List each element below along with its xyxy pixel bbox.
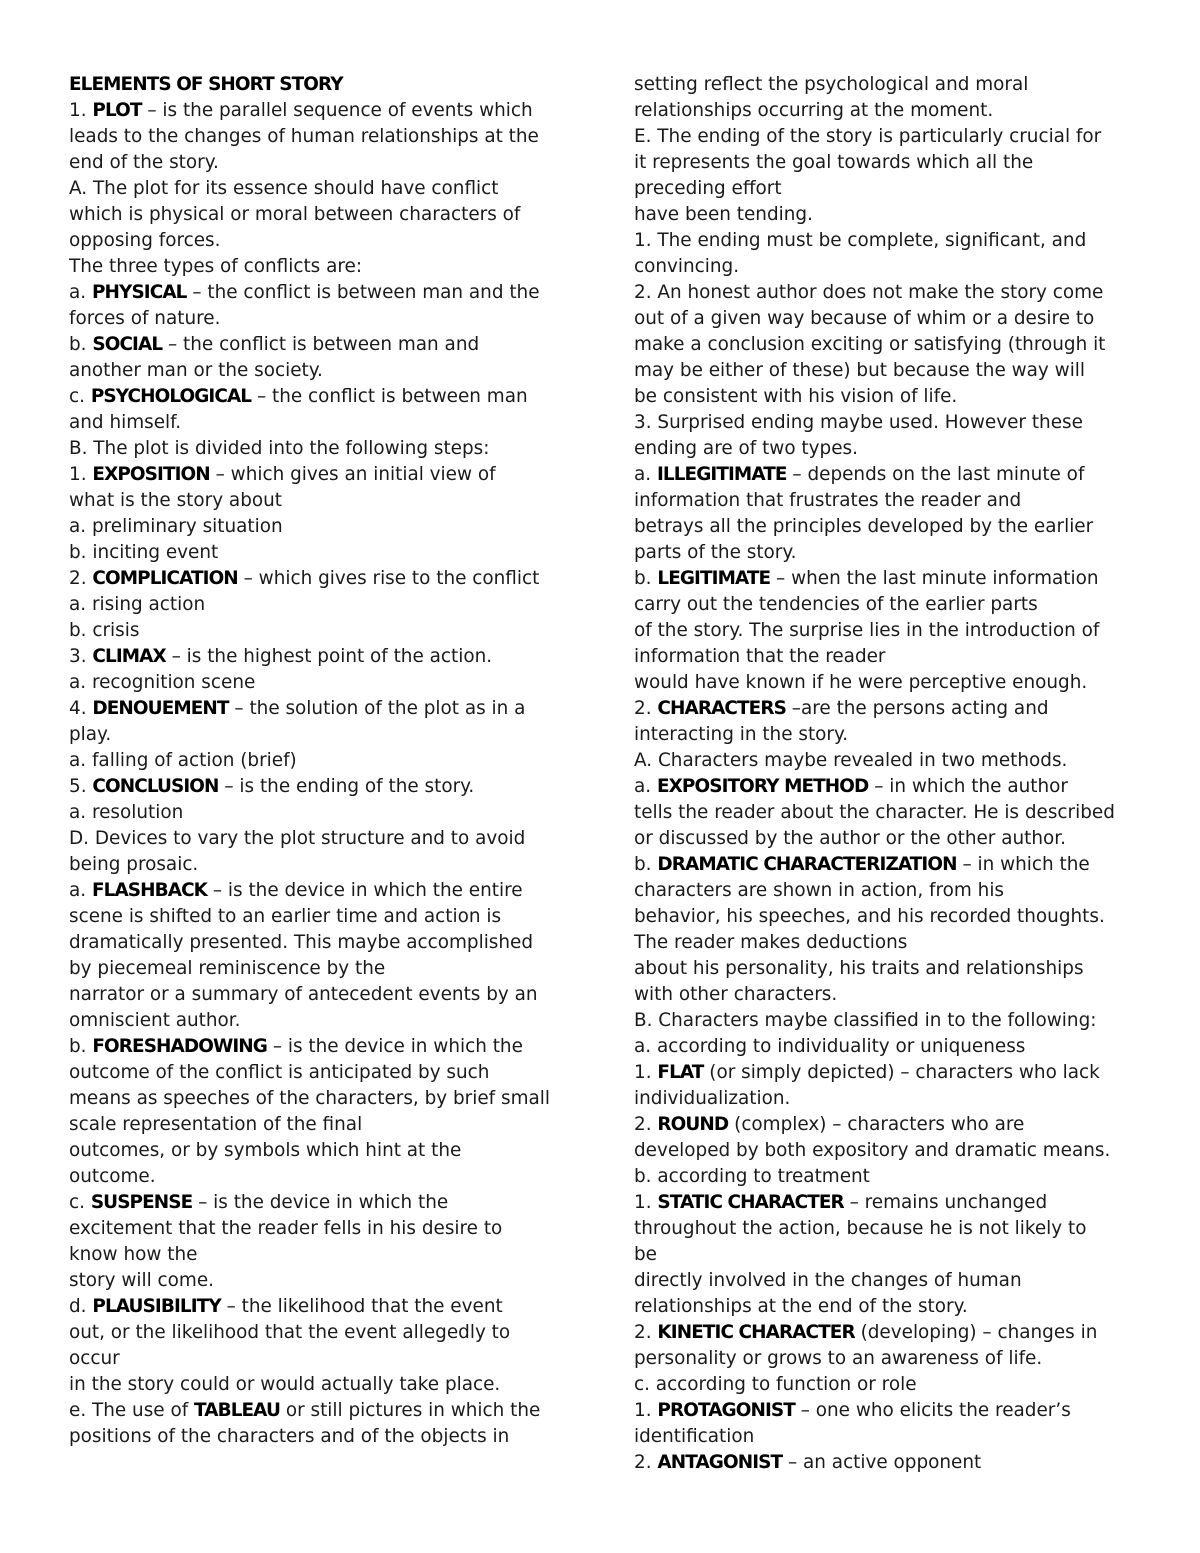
text-line (634, 98, 1134, 124)
line-text-after: – the likelihood that the event (220, 1296, 503, 1317)
line-text: parts of the story. (634, 542, 797, 563)
text-line (69, 1242, 569, 1268)
line-text: developed by both expository and dramatic means. (634, 1140, 1111, 1161)
text-line (634, 332, 1134, 358)
line-text: be consistent with his vision of life. (634, 386, 958, 407)
line-text: a. rising action (69, 594, 206, 615)
text-line (69, 332, 569, 358)
line-text: it represents the goal towards which all the (634, 152, 1034, 173)
term-bold: PHYSICAL (91, 282, 187, 303)
line-text: play. (69, 724, 112, 745)
line-text: a. according to individuality or uniqueness (634, 1036, 1026, 1057)
line-text-after: – is the parallel sequence of events which (141, 100, 533, 121)
text-line (69, 852, 569, 878)
text-line (634, 1398, 1134, 1424)
term-bold: COMPLICATION (92, 568, 238, 589)
text-line (634, 566, 1134, 592)
line-text: c. according to function or role (634, 1374, 917, 1395)
text-line (69, 1112, 569, 1138)
line-text-after: (complex) – characters who are (728, 1114, 1025, 1135)
line-text: individualization. (634, 1088, 791, 1109)
text-line (69, 1034, 569, 1060)
text-line (634, 592, 1134, 618)
line-text: know how the (69, 1244, 198, 1265)
line-text-after: (or simply depicted) – characters who lack (703, 1062, 1100, 1083)
text-line (69, 1268, 569, 1294)
term-bold: LEGITIMATE (657, 568, 771, 589)
text-line (69, 982, 569, 1008)
text-line (634, 358, 1134, 384)
text-line (634, 1450, 1134, 1476)
line-text: 1. The ending must be complete, significant, and (634, 230, 1087, 251)
text-line (634, 124, 1134, 150)
line-text-after: – the conflict is between man (251, 386, 528, 407)
text-line (634, 306, 1134, 332)
text-line (69, 254, 569, 280)
line-text-after: – is the highest point of the action. (165, 646, 493, 667)
line-text: 2. (634, 698, 658, 719)
line-text: convincing. (634, 256, 740, 277)
term-bold: ANTAGONIST (657, 1452, 783, 1473)
line-text: 1. (634, 1062, 658, 1083)
line-text: c. (69, 386, 91, 407)
line-text: positions of the characters and of the objects in (69, 1426, 510, 1447)
line-text: carry out the tendencies of the earlier parts (634, 594, 1038, 615)
line-text: B. Characters maybe classified in to the following: (634, 1010, 1097, 1031)
text-line (634, 1216, 1134, 1242)
line-text: E. The ending of the story is particularly crucial for (634, 126, 1102, 147)
text-line (69, 384, 569, 410)
text-line (634, 748, 1134, 774)
text-line (69, 1138, 569, 1164)
left-column (69, 72, 569, 1450)
line-text-after: – in which the author (868, 776, 1068, 797)
text-line (69, 202, 569, 228)
line-text: a. (634, 464, 657, 485)
text-line (69, 1164, 569, 1190)
text-line (634, 644, 1134, 670)
line-text: 2. An honest author does not make the story come (634, 282, 1104, 303)
text-line (69, 306, 569, 332)
line-text: d. (69, 1296, 93, 1317)
term-bold: TABLEAU (194, 1400, 280, 1421)
line-text: 5. (69, 776, 93, 797)
text-line (634, 1138, 1134, 1164)
text-line (69, 1320, 569, 1346)
line-text: outcome. (69, 1166, 156, 1187)
line-text: b. (69, 1036, 93, 1057)
line-text-after: – the conflict is between man and (162, 334, 480, 355)
text-line (634, 696, 1134, 722)
text-line (69, 436, 569, 462)
text-line (69, 1346, 569, 1372)
line-text-after: – when the last minute information (770, 568, 1099, 589)
line-text: b. (634, 568, 658, 589)
text-line (69, 592, 569, 618)
text-line (69, 280, 569, 306)
line-text: a. resolution (69, 802, 184, 823)
line-text: b. (69, 334, 93, 355)
line-text: make a conclusion exciting or satisfying (through it (634, 334, 1106, 355)
text-line (634, 202, 1134, 228)
text-line (69, 1372, 569, 1398)
line-text: scale representation of the final (69, 1114, 363, 1135)
line-text: opposing forces. (69, 230, 221, 251)
line-text: which is physical or moral between characters of (69, 204, 521, 225)
text-line (634, 176, 1134, 202)
term-bold: KINETIC CHARACTER (657, 1322, 855, 1343)
text-line (634, 826, 1134, 852)
line-text: interacting in the story. (634, 724, 849, 745)
term-bold: EXPOSITORY METHOD (656, 776, 869, 797)
text-line (634, 956, 1134, 982)
line-text: A. The plot for its essence should have conflict (69, 178, 499, 199)
term-bold: ROUND (657, 1114, 729, 1135)
text-line (69, 1424, 569, 1450)
line-text: ending are of two types. (634, 438, 858, 459)
text-line (69, 1008, 569, 1034)
text-line (634, 462, 1134, 488)
text-line (69, 826, 569, 852)
term-bold: FLAT (657, 1062, 704, 1083)
line-text: a. (634, 776, 657, 797)
line-text: b. crisis (69, 620, 140, 641)
text-line (634, 1424, 1134, 1450)
text-line (69, 462, 569, 488)
line-text: 4. (69, 698, 93, 719)
line-text: characters are shown in action, from his (634, 880, 1005, 901)
line-text: c. (69, 1192, 91, 1213)
text-line (634, 1320, 1134, 1346)
line-text-after: – in which the (956, 854, 1090, 875)
term-bold: ILLEGITIMATE (656, 464, 787, 485)
term-bold: PLAUSIBILITY (92, 1296, 221, 1317)
text-line (634, 514, 1134, 540)
text-line (69, 930, 569, 956)
line-text: in the story could or would actually take place. (69, 1374, 501, 1395)
term-bold: SUSPENSE (90, 1192, 193, 1213)
line-text: 1. (634, 1192, 658, 1213)
line-text-after: – which gives rise to the conflict (237, 568, 540, 589)
line-text-after: or still pictures in which the (279, 1400, 541, 1421)
text-line (634, 1034, 1134, 1060)
text-line (69, 98, 569, 124)
term-bold: FORESHADOWING (92, 1036, 267, 1057)
line-text: may be either of these) but because the way will (634, 360, 1086, 381)
line-text: excitement that the reader fells in his desire to (69, 1218, 503, 1239)
line-text: betrays all the principles developed by the earlier (634, 516, 1094, 537)
line-text-after: – which gives an initial view of (209, 464, 496, 485)
line-text-after: – is the ending of the story. (218, 776, 475, 797)
text-line (69, 176, 569, 202)
line-text: story will come. (69, 1270, 214, 1291)
line-text: be (634, 1244, 657, 1265)
line-text-after: – the solution of the plot as in a (228, 698, 526, 719)
line-text: b. (634, 854, 658, 875)
line-text: a. preliminary situation (69, 516, 283, 537)
line-text: out of a given way because of whim or a desire to (634, 308, 1095, 329)
text-line (69, 722, 569, 748)
text-line (634, 878, 1134, 904)
text-line (69, 774, 569, 800)
text-line (634, 722, 1134, 748)
term-bold: PSYCHOLOGICAL (90, 386, 252, 407)
text-line (634, 1268, 1134, 1294)
text-line (69, 1086, 569, 1112)
text-line (634, 618, 1134, 644)
line-text: by piecemeal reminiscence by the (69, 958, 386, 979)
line-text-after: – an active opponent (782, 1452, 982, 1473)
text-line (69, 540, 569, 566)
text-line (69, 1190, 569, 1216)
line-text-after: – one who elicits the reader’s (794, 1400, 1071, 1421)
line-text-after: – is the device in which the (192, 1192, 449, 1213)
term-bold: PROTAGONIST (657, 1400, 795, 1421)
line-text: a. (69, 282, 92, 303)
line-text: The three types of conflicts are: (69, 256, 363, 277)
text-line (69, 514, 569, 540)
text-line (634, 254, 1134, 280)
line-text: 1. (69, 464, 93, 485)
text-line (69, 1398, 569, 1424)
line-text: occur (69, 1348, 120, 1369)
text-line (634, 384, 1134, 410)
line-text: 2. (634, 1322, 658, 1343)
line-text: about his personality, his traits and relationships (634, 958, 1084, 979)
term-bold: EXPOSITION (92, 464, 210, 485)
line-text: information that the reader (634, 646, 886, 667)
line-text: would have known if he were perceptive enough. (634, 672, 1088, 693)
line-text: e. The use of (69, 1400, 195, 1421)
line-text: 2. (69, 568, 93, 589)
line-text: tells the reader about the character. He is described (634, 802, 1115, 823)
term-bold: FLASHBACK (91, 880, 208, 901)
text-line (634, 1112, 1134, 1138)
line-text: and himself. (69, 412, 182, 433)
line-text: 1. (69, 100, 93, 121)
line-text: out, or the likelihood that the event allegedly to (69, 1322, 511, 1343)
text-line (634, 1372, 1134, 1398)
text-line (634, 150, 1134, 176)
line-text: preceding effort (634, 178, 782, 199)
text-line (634, 436, 1134, 462)
line-text: throughout the action, because he is not likely to (634, 1218, 1087, 1239)
line-text: dramatically presented. This maybe accomplished (69, 932, 534, 953)
text-line (634, 1060, 1134, 1086)
line-text: b. inciting event (69, 542, 219, 563)
line-text-after: (developing) – changes in (854, 1322, 1098, 1343)
line-text-after: – remains unchanged (843, 1192, 1048, 1213)
text-line (634, 904, 1134, 930)
line-text-after: – is the device in which the entire (207, 880, 523, 901)
line-text: 2. (634, 1114, 658, 1135)
line-text: directly involved in the changes of human (634, 1270, 1022, 1291)
line-text: being prosaic. (69, 854, 199, 875)
line-text: end of the story. (69, 152, 219, 173)
text-line (69, 410, 569, 436)
line-text-after: – is the device in which the (266, 1036, 523, 1057)
text-line (634, 72, 1134, 98)
line-text: 1. (634, 1400, 658, 1421)
line-text: D. Devices to vary the plot structure and to avoid (69, 828, 526, 849)
line-text: of the story. The surprise lies in the introduction of (634, 620, 1100, 641)
line-text: information that frustrates the reader and (634, 490, 1022, 511)
line-text: a. (69, 880, 92, 901)
text-line (634, 1346, 1134, 1372)
line-text: setting reflect the psychological and moral (634, 74, 1029, 95)
text-line (634, 1086, 1134, 1112)
text-line (69, 228, 569, 254)
line-text: means as speeches of the characters, by brief small (69, 1088, 550, 1109)
line-text: forces of nature. (69, 308, 221, 329)
line-text-after: – depends on the last minute of (786, 464, 1085, 485)
text-line (69, 670, 569, 696)
text-line (69, 358, 569, 384)
text-line (69, 488, 569, 514)
line-text: narrator or a summary of antecedent events by an (69, 984, 538, 1005)
line-text: scene is shifted to an earlier time and action is (69, 906, 502, 927)
text-line (634, 540, 1134, 566)
text-line (69, 956, 569, 982)
line-text: outcome of the conflict is anticipated by such (69, 1062, 490, 1083)
line-text-after: – the conflict is between man and the (186, 282, 540, 303)
text-line (634, 280, 1134, 306)
line-text: have been tending. (634, 204, 813, 225)
text-line (69, 618, 569, 644)
line-text: identification (634, 1426, 755, 1447)
text-line (634, 410, 1134, 436)
term-bold: CONCLUSION (92, 776, 219, 797)
term-bold: SOCIAL (92, 334, 163, 355)
line-text: The reader makes deductions (634, 932, 908, 953)
text-line (634, 774, 1134, 800)
term-bold: CLIMAX (92, 646, 166, 667)
text-line (634, 800, 1134, 826)
text-line (69, 878, 569, 904)
text-line (69, 566, 569, 592)
text-line (634, 1008, 1134, 1034)
line-text: leads to the changes of human relationships at the (69, 126, 539, 147)
line-text: behavior, his speeches, and his recorded thoughts. (634, 906, 1105, 927)
line-text: b. according to treatment (634, 1166, 870, 1187)
text-line (69, 1216, 569, 1242)
text-line (69, 644, 569, 670)
text-line (69, 696, 569, 722)
text-line (634, 1190, 1134, 1216)
line-text: outcomes, or by symbols which hint at the (69, 1140, 462, 1161)
term-bold: STATIC CHARACTER (657, 1192, 844, 1213)
line-text: a. recognition scene (69, 672, 256, 693)
right-column (634, 72, 1134, 1476)
line-text: A. Characters maybe revealed in two methods. (634, 750, 1068, 771)
text-line (69, 1294, 569, 1320)
text-line (634, 488, 1134, 514)
line-text: with other characters. (634, 984, 838, 1005)
line-text: personality or grows to an awareness of life. (634, 1348, 1043, 1369)
line-text: 3. Surprised ending maybe used. However these (634, 412, 1083, 433)
line-text: another man or the society. (69, 360, 323, 381)
line-text: a. falling of action (brief) (69, 750, 297, 771)
term-bold: CHARACTERS (657, 698, 786, 719)
text-line (69, 800, 569, 826)
line-text-after: –are the persons acting and (785, 698, 1049, 719)
text-line (69, 1060, 569, 1086)
line-text: 2. (634, 1452, 658, 1473)
text-line (634, 930, 1134, 956)
text-line (634, 670, 1134, 696)
line-text: relationships occurring at the moment. (634, 100, 994, 121)
document-title: ELEMENTS OF SHORT STORY (69, 74, 343, 95)
text-line (69, 748, 569, 774)
line-text: or discussed by the author or the other author. (634, 828, 1066, 849)
line-text: what is the story about (69, 490, 282, 511)
text-line (69, 904, 569, 930)
text-line (634, 1242, 1134, 1268)
text-line (634, 1164, 1134, 1190)
text-line (634, 228, 1134, 254)
line-text: B. The plot is divided into the following steps: (69, 438, 490, 459)
term-bold: DRAMATIC CHARACTERIZATION (657, 854, 957, 875)
text-line (634, 852, 1134, 878)
line-text: 3. (69, 646, 93, 667)
term-bold: DENOUEMENT (92, 698, 229, 719)
text-line (69, 150, 569, 176)
text-line (634, 982, 1134, 1008)
line-text: relationships at the end of the story. (634, 1296, 968, 1317)
line-text: omniscient author. (69, 1010, 241, 1031)
text-line (634, 1294, 1134, 1320)
term-bold: PLOT (92, 100, 142, 121)
text-line (69, 124, 569, 150)
